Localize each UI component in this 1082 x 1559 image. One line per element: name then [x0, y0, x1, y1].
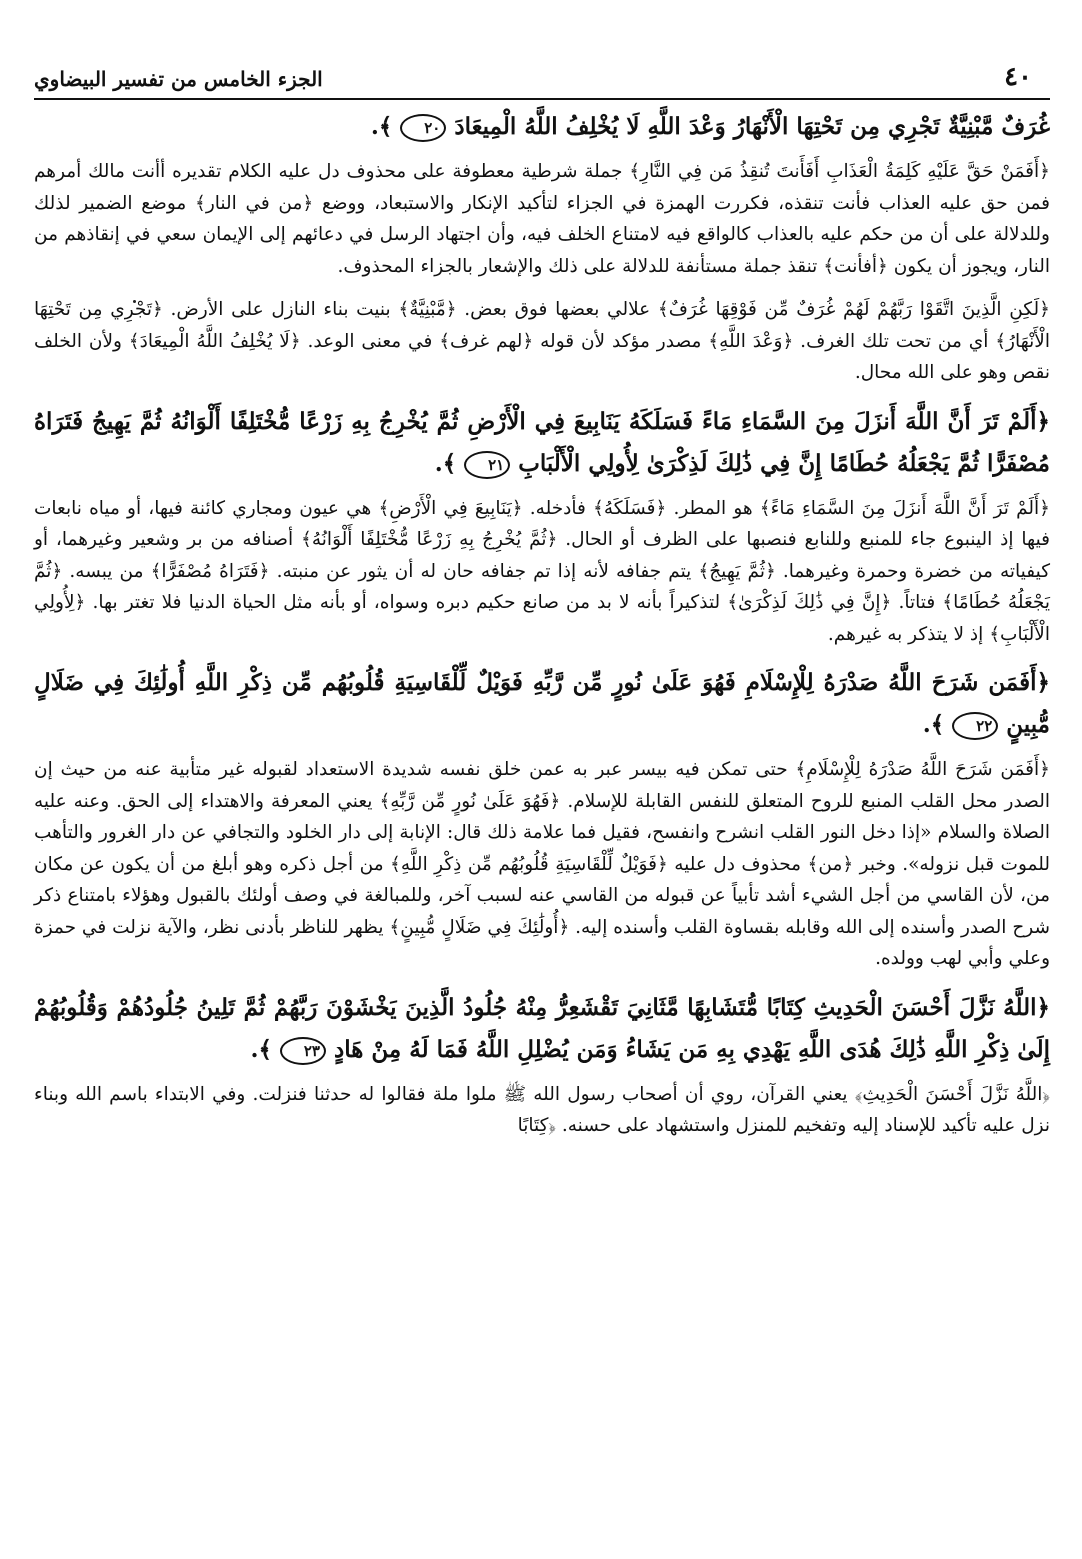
- quran-verse: [34, 987, 1050, 1071]
- commentary-paragraph: ﴿اللَّهُ نَزَّلَ أَحْسَنَ الْحَدِيثِ﴾ يعني القرآن، روي أن أصحاب رسول الله ﷺ ملوا ملة فقالوا له حدثنا فنزلت. وفي الابتداء باسم الله وبناء نزل عليه تأكيد للإسناد إليه وتفخيم للمنزل واستشهاد على حسنه. ﴿كِتَابًا: [34, 1083, 1050, 1136]
- verse-text: ﴿أَلَمْ تَرَ أَنَّ اللَّهَ أَنزَلَ مِنَ السَّمَاءِ مَاءً فَسَلَكَهُ يَنَابِيعَ فِي الْأَرْضِ ثُمَّ يُخْرِجُ بِهِ زَرْعًا مُّخْتَلِفًا أَلْوَانُهُ ثُمَّ يَهِيجُ فَتَرَاهُ مُصْفَرًّا ثُمَّ يَجْعَلُهُ حُطَامًا إِنَّ فِي ذَٰلِكَ لَذِكْرَىٰ لِأُولِي الْأَلْبَابِ: [34, 407, 1050, 477]
- ayah-number: ٢١: [464, 451, 510, 479]
- commentary-paragraph: ﴿أَفَمَن شَرَحَ اللَّهُ صَدْرَهُ لِلْإِسْلَامِ﴾ حتى تمكن فيه بيسر عبر به عمن خلق نفسه شديدة الاستعداد لقبوله غير متأبية عنه من حيث إن الصدر محل القلب المنبع للروح المتعلق للنفس القابلة للإسلام. ﴿فَهُوَ عَلَىٰ نُورٍ مِّن رَّبِّهِ﴾ يعني المعرفة والاهتداء إلى الحق. وعنه عليه الصلاة والسلام «إذا دخل النور القلب انشرح وانفسح، فقيل فما علامة ذلك قال: الإنابة إلى دار الخلود والتجافي عن دار الغرور والتأهب للموت قبل نزوله». وخبر ﴿من﴾ محذوف دل عليه ﴿فَوَيْلٌ لِّلْقَاسِيَةِ قُلُوبُهُم مِّن ذِكْرِ اللَّهِ﴾ من أجل ذكره وهو أبلغ من أن يكون عن مكان من، لأن القاسي من أجل الشيء أشد تأبياً عن قبوله من القاسي عنه لسبب آخر، وللمبالغة في وصف أولئك بالقبول وهؤلاء بامتناع ذكر شرح الصدر وأسنده إلى الله وقابله بقساوة القلب وأسنده إليه. ﴿أُولَٰئِكَ فِي ضَلَالٍ مُّبِينٍ﴾ يظهر للناظر بأدنى نظر، والآية نزلت في حمزة وعلي وأبي لهب وولده.: [34, 759, 1050, 969]
- verse-close: ﴾.: [250, 1035, 272, 1063]
- running-header: [34, 56, 1050, 100]
- verse-text: ﴿اللَّهُ نَزَّلَ أَحْسَنَ الْحَدِيثِ كِتَابًا مُّتَشَابِهًا مَّثَانِيَ تَقْشَعِرُّ مِنْهُ جُلُودُ الَّذِينَ يَخْشَوْنَ رَبَّهُمْ ثُمَّ تَلِينُ جُلُودُهُمْ وَقُلُوبُهُمْ إِلَىٰ ذِكْرِ اللَّهِ ذَٰلِكَ هُدَى اللَّهِ يَهْدِي بِهِ مَن يَشَاءُ وَمَن يُضْلِلِ اللَّهُ فَمَا لَهُ مِنْ هَادٍ: [34, 993, 1050, 1063]
- ayah-number: ٢٠: [400, 114, 446, 142]
- quran-verse: [34, 401, 1050, 485]
- verse-close: ﴾.: [922, 711, 945, 738]
- document-page: [34, 56, 1050, 1536]
- verse-text: غُرَفٌ مَّبْنِيَّةٌ تَجْرِي مِن تَحْتِهَا الْأَنْهَارُ وَعْدَ اللَّهِ لَا يُخْلِفُ اللَّهُ الْمِيعَادَ: [454, 113, 1050, 140]
- book-title: الجزء الخامس من تفسير البيضاوي: [34, 67, 323, 91]
- page-number: ٤٠: [1004, 62, 1032, 92]
- commentary-paragraph: ﴿أَفَمَنْ حَقَّ عَلَيْهِ كَلِمَةُ الْعَذَابِ أَفَأَنتَ تُنقِذُ مَن فِي النَّارِ﴾ جملة شرطية معطوفة على محذوف دل عليه الكلام تقديره أأنت مالك أمرهم فمن حق عليه العذاب فأنت تنقذه، فكررت الهمزة في الجزاء لتأكيد الإنكار والاستبعاد، ووضع ﴿من في النار﴾ موضع الضمير لذلك وللدلالة على أن من حكم عليه بالعذاب كالواقع فيه لامتناع الخلف فيه، وأن اجتهاد الرسل في دعائهم إلى الإيمان سعي في إنقاذهم من النار، ويجوز أن يكون ﴿أفأنت﴾ تنقذ جملة مستأنفة للدلالة على ذلك والإشعار بالجزاء المحذوف.: [34, 161, 1050, 277]
- commentary-paragraph: ﴿أَلَمْ تَرَ أَنَّ اللَّهَ أَنزَلَ مِنَ السَّمَاءِ مَاءً﴾ هو المطر. ﴿فَسَلَكَهُ﴾ فأدخله. ﴿يَنَابِيعَ فِي الْأَرْضِ﴾ هي عيون ومجاري كائنة فيها، أو مياه نابعات فيها إذ الينبوع جاء للمنبع وللنابع فنصبها على الظرف أو الحال. ﴿ثُمَّ يُخْرِجُ بِهِ زَرْعًا مُّخْتَلِفًا أَلْوَانُهُ﴾ أصنافه من بر وشعير وغيرهما، أو كيفياته من خضرة وحمرة وغيرهما. ﴿ثُمَّ يَهِيجُ﴾ يتم جفافه لأنه إذا تم جفافه حان له أن يثور عن منبته. ﴿فَتَرَاهُ مُصْفَرًّا﴾ من يبسه. ﴿ثُمَّ يَجْعَلُهُ حُطَامًا﴾ فتاتاً. ﴿إِنَّ فِي ذَٰلِكَ لَذِكْرَىٰ﴾ لتذكيراً بأنه لا بد من صانع حكيم دبره وسواه، أو بأنه مثل الحياة الدنيا فلا تغتر بها. ﴿لِأُولِي الْأَلْبَابِ﴾ إذ لا يتذكر به غيرهم.: [34, 497, 1050, 645]
- verse-close: ﴾.: [370, 113, 393, 140]
- page-body: [34, 106, 1050, 1142]
- ayah-number: ٢٢: [952, 712, 998, 740]
- quran-verse: [34, 106, 1050, 148]
- verse-text: ﴿أَفَمَن شَرَحَ اللَّهُ صَدْرَهُ لِلْإِسْلَامِ فَهُوَ عَلَىٰ نُورٍ مِّن رَّبِّهِ فَوَيْلٌ لِّلْقَاسِيَةِ قُلُوبُهُم مِّن ذِكْرِ اللَّهِ أُولَٰئِكَ فِي ضَلَالٍ مُّبِينٍ: [34, 669, 1050, 738]
- commentary-paragraph: ﴿لَكِنِ الَّذِينَ اتَّقَوْا رَبَّهُمْ لَهُمْ غُرَفٌ مِّن فَوْقِهَا غُرَفٌ﴾ علالي بعضها فوق بعض. ﴿مَّبْنِيَّةٌ﴾ بنيت بناء النازل على الأرض. ﴿تَجْرِي مِن تَحْتِهَا الْأَنْهَارُ﴾ أي من تحت تلك الغرف. ﴿وَعْدَ اللَّهِ﴾ مصدر مؤكد لأن قوله ﴿لهم غرف﴾ في معنى الوعد. ﴿لَا يُخْلِفُ اللَّهُ الْمِيعَادَ﴾ ولأن الخلف نقص وهو على الله محال.: [34, 299, 1050, 383]
- verse-close: ﴾.: [434, 449, 457, 477]
- quran-verse: [34, 662, 1050, 746]
- ayah-number: ٢٣: [280, 1037, 326, 1065]
